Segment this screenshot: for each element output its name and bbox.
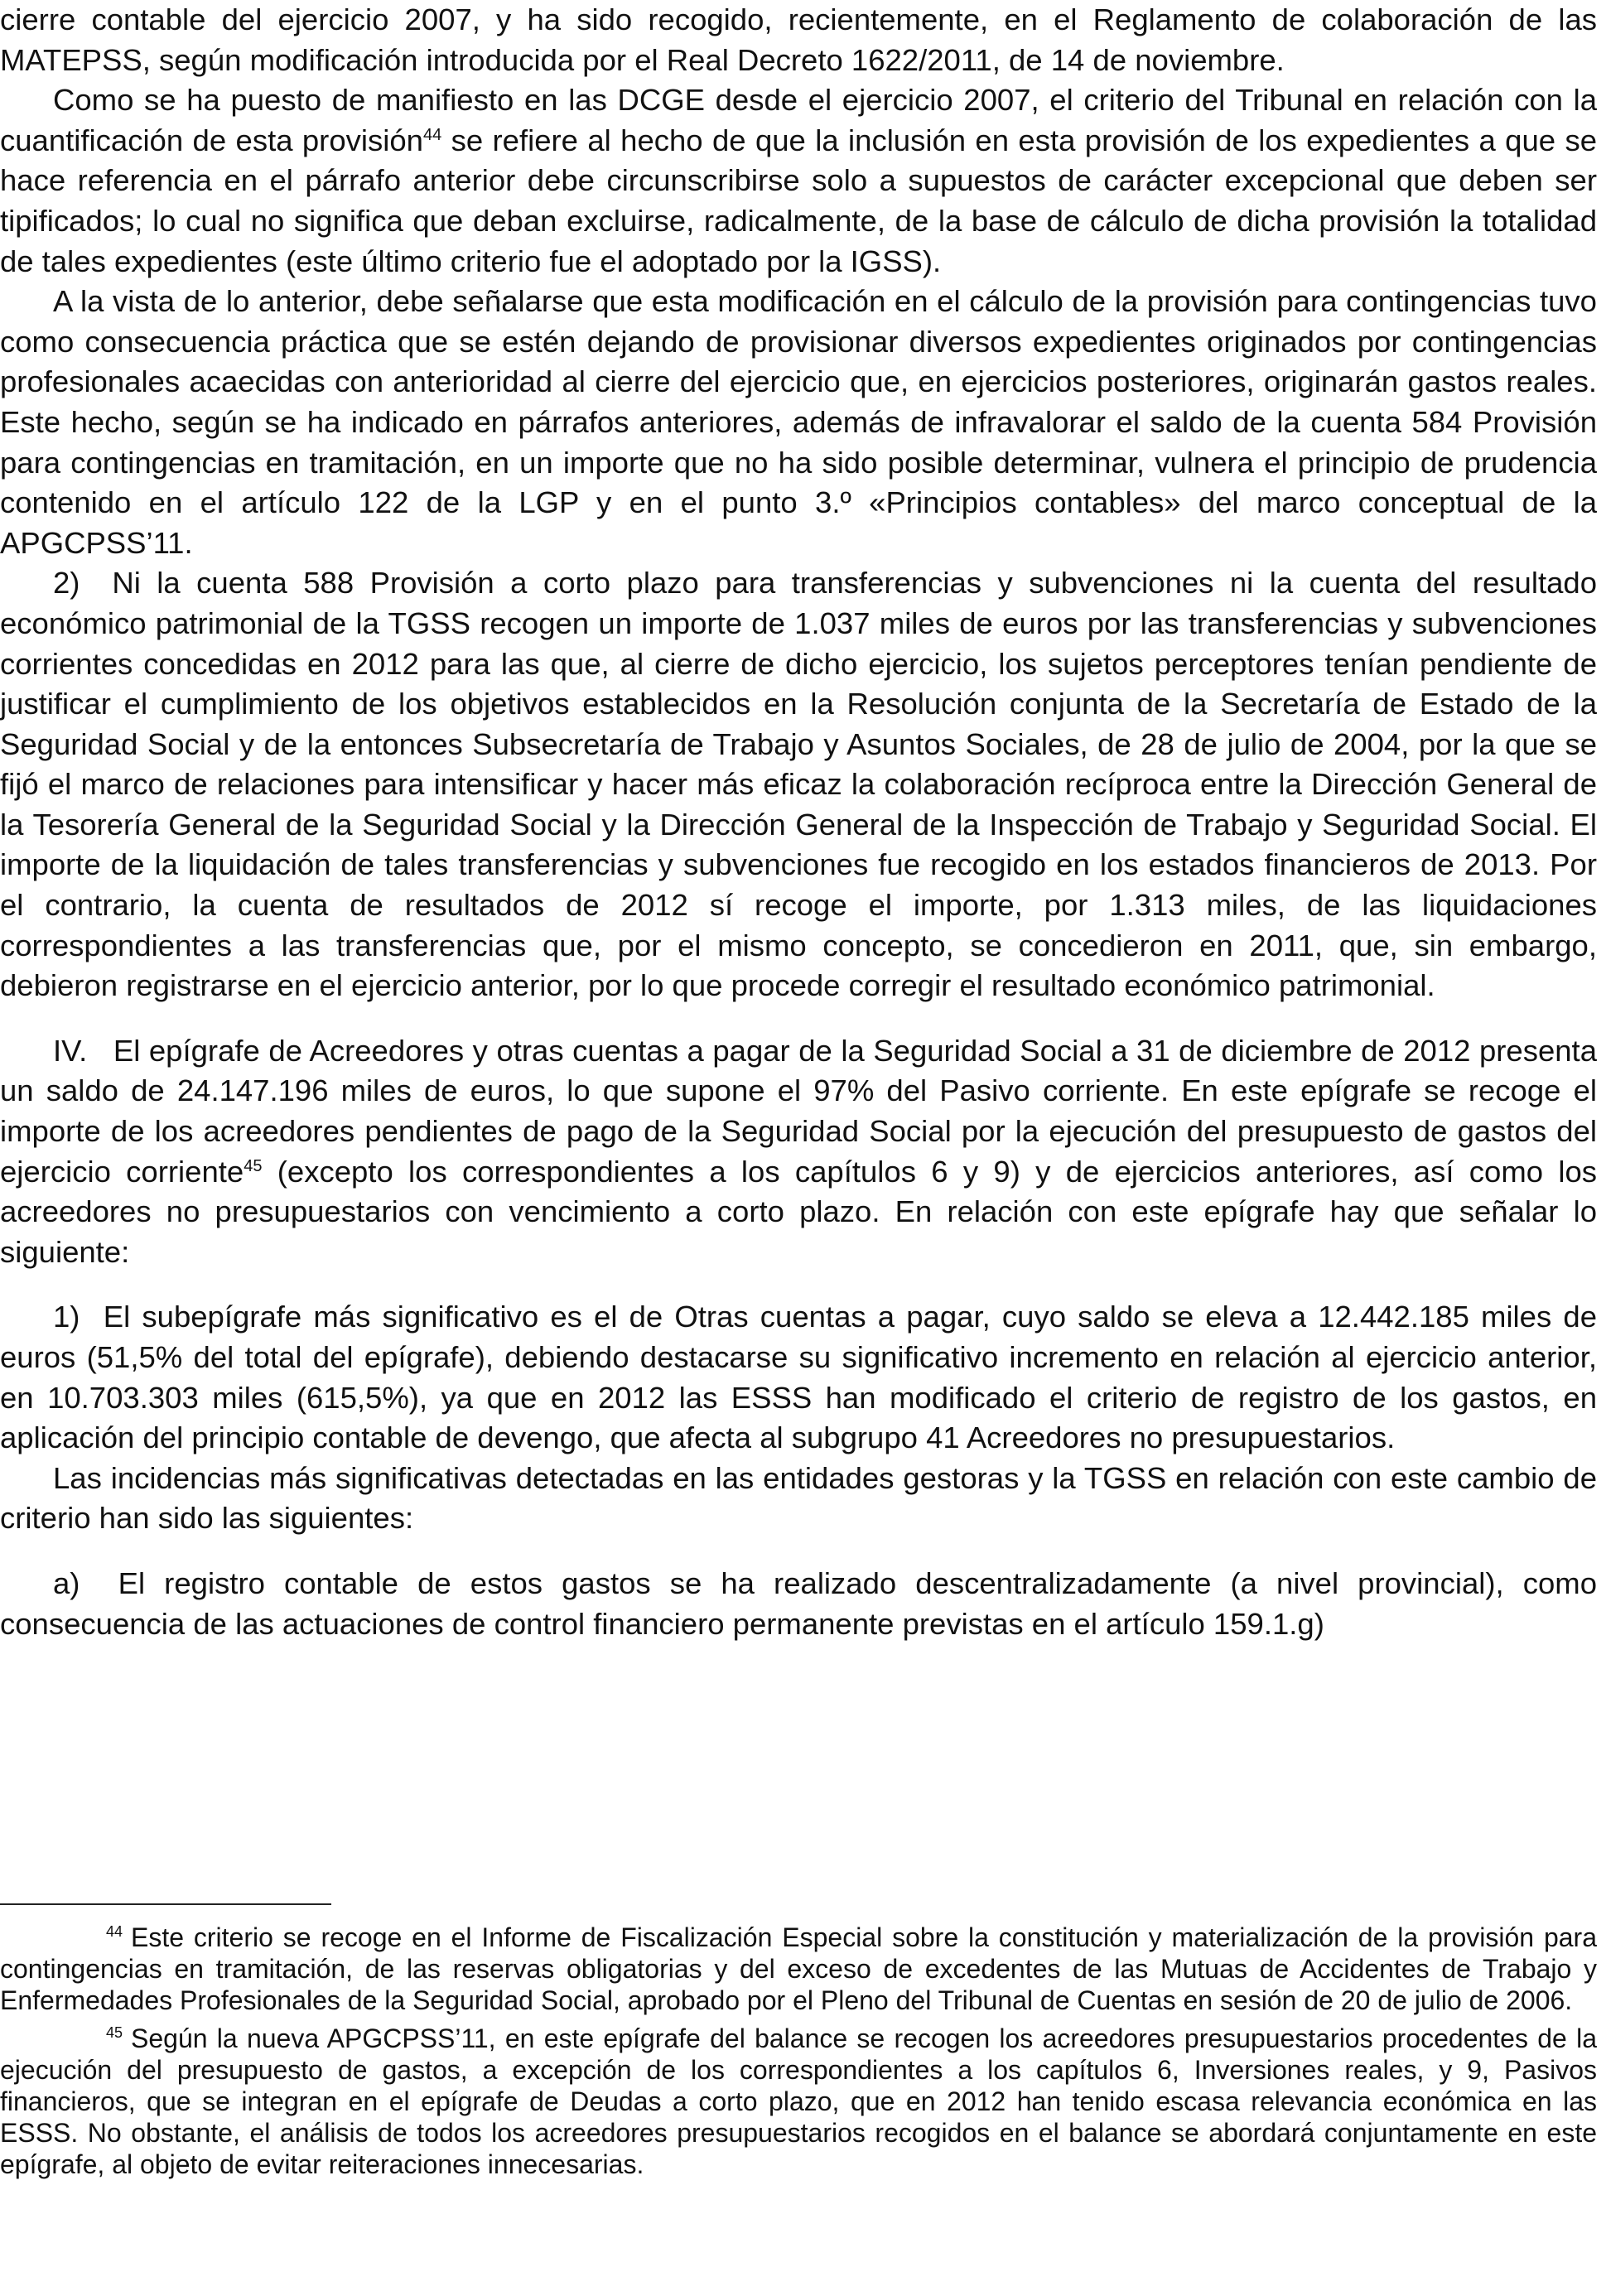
paragraph-2 xyxy=(0,80,1597,282)
paragraph-6: 1) El subepígrafe más significativo es el de Otras cuentas a pagar, cuyo saldo se eleva a 12.442.185 miles de euros (51,5% del total del epígrafe), debiendo destacarse su significativo incremento en relación al ejercicio anterior, en 10.703.303 miles (615,5%), ya que en 2012 las ESSS han modificado el criterio de registro de los gastos, en aplicación del principio contable de devengo, que afecta al subgrupo 41 Acreedores no presupuestarios. xyxy=(0,1300,1597,1455)
paragraph-8: a) El registro contable de estos gastos se ha realizado descentralizadamente (a nivel provincial), como consecuencia de las actuaciones de control financiero permanente previstas en el artículo 159.1.g) xyxy=(0,1565,1597,1641)
paragraph-5-text-b: (excepto los correspondientes a los capítulos 6 y 9) y de ejercicios anteriores, así como los acreedores no presupuestarios con vencimiento a corto plazo. En relación con este epígrafe hay que señalar lo siguiente: xyxy=(0,1154,1598,1269)
paragraph-7: Las incidencias más significativas detectadas en las entidades gestoras y la TGSS en relación con este cambio de criterio han sido las siguientes: xyxy=(0,1460,1597,1536)
paragraph-2-text-a: Como se ha puesto de manifiesto en las DCGE desde el ejercicio 2007, el criterio del Tribunal en relación con la cuantificación de esta provisión xyxy=(0,83,1597,157)
footnote-44: 44 Este criterio se recoge en el Informe de Fiscalización Especial sobre la constitución y materialización de la provisión para contingencias en tramitación, de las reservas obligatorias y del exceso de excedentes de las Mutuas de Accidentes de Trabajo y Enfermedades Profesionales de la Seguridad Social, aprobado por el Pleno del Tribunal de Cuentas en sesión de 20 de julio de 2006. xyxy=(0,1922,1597,2015)
paragraph-5 xyxy=(0,1031,1597,1273)
paragraph-4: 2) Ni la cuenta 588 Provisión a corto plazo para transferencias y subvenciones ni la cuenta del resultado económico patrimonial de la TGSS recogen un importe de 1.037 miles de euros por las transferencias y subvenciones corrientes concedidas en 2012 para las que, al cierre de dicho ejercicio, los sujetos perceptores tenían pendiente de justificar el cumplimiento de los objetivos establecidos en la Resolución conjunta de la Secretaría de Estado de la Seguridad Social y de la entonces Subsecretaría de Trabajo y Asuntos Sociales, de 28 de julio de 2004, por la que se fijó el marco de relaciones para intensificar y hacer más eficaz la colaboración recíproca entre la Dirección General de la Tesorería General de la Seguridad Social y la Dirección General de la Inspección de Trabajo y Seguridad Social. El importe de la liquidación de tales transferencias y subvenciones fue recogido en los estados financieros de 2013. Por el contrario, la cuenta de resultados de 2012 sí recoge el importe, por 1.313 miles, de las liquidaciones correspondientes a las transferencias que, por el mismo concepto, se concedieron en 2011, que, sin embargo, debieron registrarse en el ejercicio anterior, por lo que procede corregir el resultado económico patrimonial. xyxy=(0,566,1597,1003)
footnote-separator xyxy=(0,1903,331,1905)
paragraph-1: cierre contable del ejercicio 2007, y ha sido recogido, recientemente, en el Reglamento de colaboración de las MATEPSS, según modificación introducida por el Real Decreto 1622/2011, de 14 de noviembre. xyxy=(0,2,1597,77)
footnote-44-text: Este criterio se recoge en el Informe de Fiscalización Especial sobre la constitución y materialización de la provisión para contingencias en tramitación, de las reservas obligatorias y del exceso de excedentes de las Mutuas de Accidentes de Trabajo y Enfermedades Profesionales de la Seguridad Social, aprobado por el Pleno del Tribunal de Cuentas en sesión de 20 de julio de 2006. xyxy=(0,1922,1597,2015)
paragraph-5-text-a: IV. El epígrafe de Acreedores y otras cuentas a pagar de la Seguridad Social a 31 de diciembre de 2012 presenta un saldo de 24.147.196 miles de euros, lo que supone el 97% del Pasivo corriente. En este epígrafe se recoge el importe de los acreedores pendientes de pago de la Seguridad Social por la ejecución del presupuesto de gastos del ejercicio corriente xyxy=(0,1033,1597,1189)
footnote-ref-45[interactable]: 45 xyxy=(244,1156,263,1175)
paragraph-3: A la vista de lo anterior, debe señalarse que esta modificación en el cálculo de la provisión para contingencias tuvo como consecuencia práctica que se estén dejando de provisionar diversos expedientes originados por contingencias profesionales acaecidas con anterioridad al cierre del ejercicio que, en ejercicios posteriores, originarán gastos reales. Este hecho, según se ha indicado en párrafos anteriores, además de infravalorar el saldo de la cuenta 584 Provisión para contingencias en tramitación, en un importe que no ha sido posible determinar, vulnera el principio de prudencia contenido en el artículo 122 de la LGP y en el punto 3.º «Principios contables» del marco conceptual de la APGCPSS’11. xyxy=(0,284,1597,560)
paragraph-2-text-b: se refiere al hecho de que la inclusión en esta provisión de los expedientes a que se hace referencia en el párrafo anterior debe circunscribirse solo a supuestos de carácter excepcional que deben ser tipificados; lo cual no significa que deban excluirse, radicalmente, de la base de cálculo de dicha provisión la totalidad de tales expedientes (este último criterio fue el adoptado por la IGSS). xyxy=(0,123,1597,278)
footnote-45-text: Según la nueva APGCPSS’11, en este epígrafe del balance se recogen los acreedores presupuestarios procedentes de la ejecución del presupuesto de gastos, a excepción de los correspondientes a los capítulos 6, Inversiones reales, y 9, Pasivos financieros, que se integran en el epígrafe de Deudas a corto plazo, que en 2012 han tenido escasa relevancia económica en las ESSS. No obstante, el análisis de todos los acreedores presupuestarios recogidos en el balance se abordará conjuntamente en este epígrafe, al objeto de evitar reiteraciones innecesarias. xyxy=(0,2023,1597,2179)
footnote-ref-44[interactable]: 44 xyxy=(422,125,442,144)
footnote-45: 45 Según la nueva APGCPSS’11, en este epígrafe del balance se recogen los acreedores presupuestarios procedentes de la ejecución del presupuesto de gastos, a excepción de los correspondientes a los capítulos 6, Inversiones reales, y 9, Pasivos financieros, que se integran en el epígrafe de Deudas a corto plazo, que en 2012 han tenido escasa relevancia económica en las ESSS. No obstante, el análisis de todos los acreedores presupuestarios recogidos en el balance se abordará conjuntamente en este epígrafe, al objeto de evitar reiteraciones innecesarias. xyxy=(0,2023,1597,2179)
footnotes xyxy=(0,1922,1597,2187)
